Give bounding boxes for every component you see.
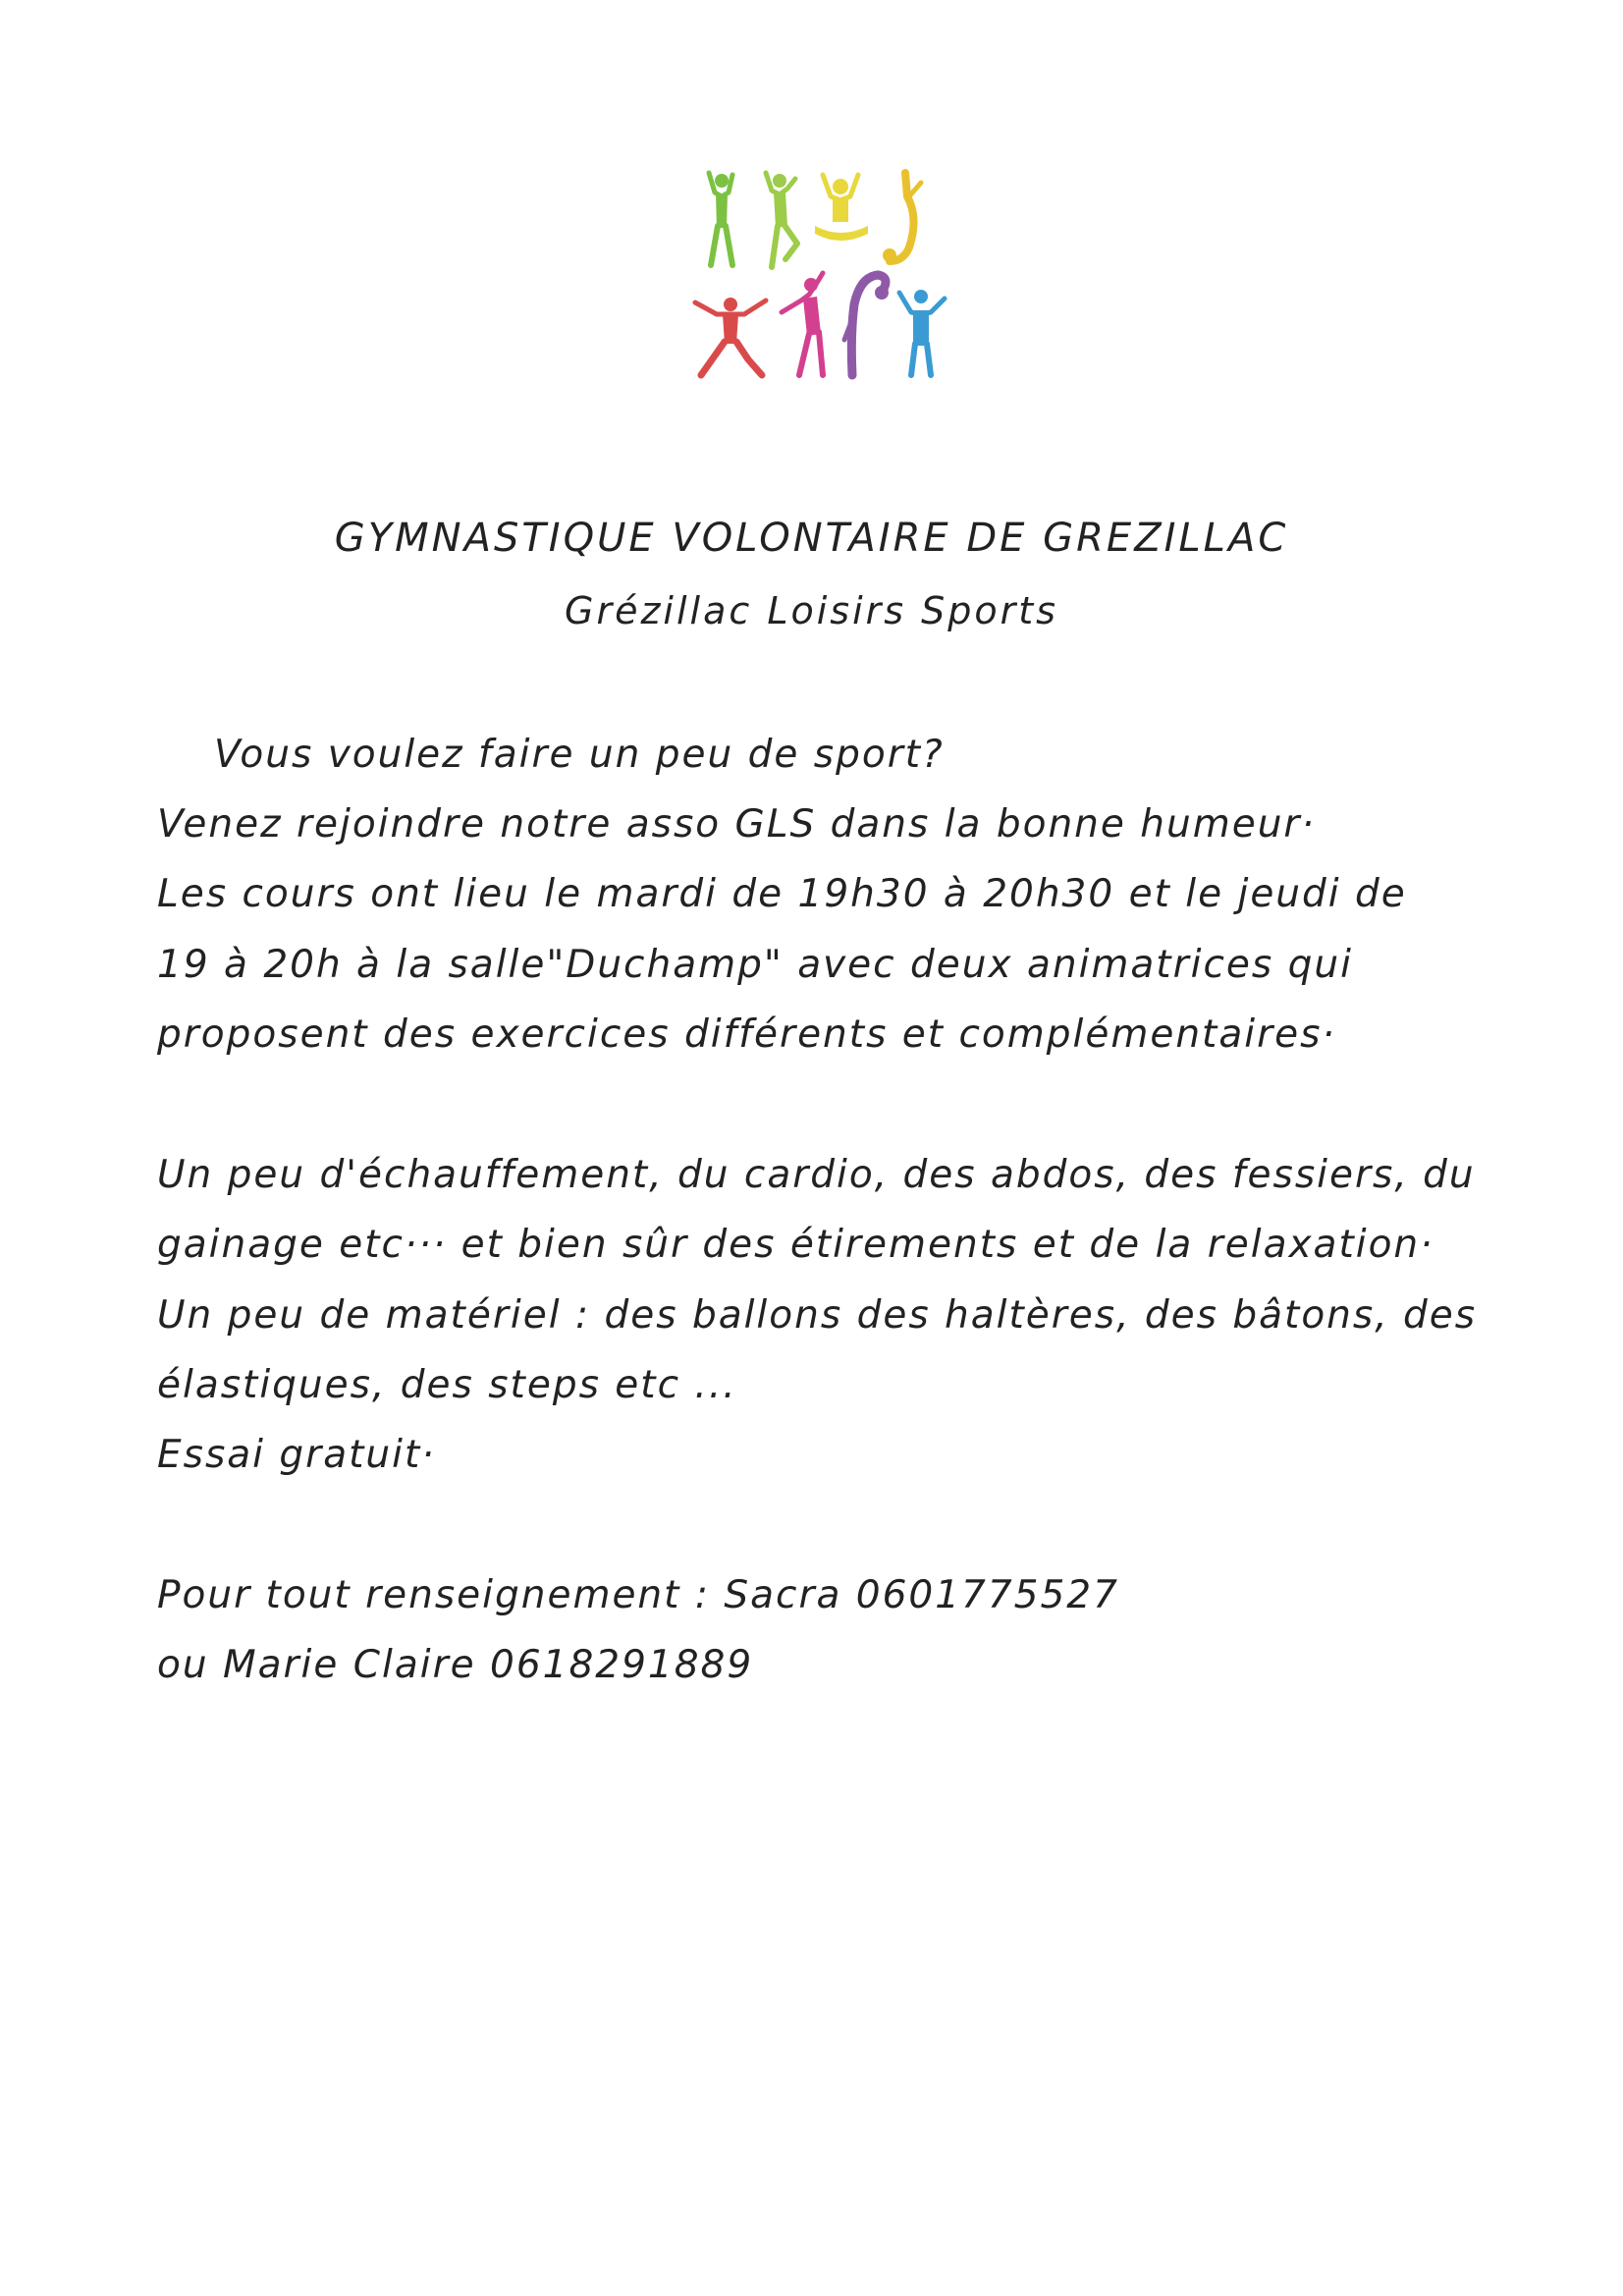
text-line: Un peu d'échauffement, du cardio, des abdos, des fessiers, du bbox=[157, 1153, 1476, 1197]
text-line: gainage etc··· et bien sûr des étirements et de la relaxation· bbox=[157, 1223, 1434, 1267]
contact-line: ou Marie Claire 0618291889 bbox=[157, 1643, 754, 1687]
page-subtitle: Grézillac Loisirs Sports bbox=[565, 589, 1058, 632]
yellow-figure-stretch-icon bbox=[815, 175, 868, 241]
blue-figure-standing-icon bbox=[899, 290, 945, 375]
green-figure-arms-up-icon bbox=[709, 173, 732, 265]
text-line: 19 à 20h à la salle"Duchamp" avec deux animatrices qui bbox=[157, 943, 1353, 987]
gymnastics-logo-icon bbox=[687, 167, 952, 383]
lightgreen-figure-dancing-icon bbox=[766, 173, 797, 267]
pink-figure-reach-icon bbox=[782, 273, 823, 375]
text-line: Essai gratuit· bbox=[157, 1433, 436, 1477]
text-line: proposent des exercices différents et complémentaires· bbox=[157, 1012, 1336, 1057]
text-line: Les cours ont lieu le mardi de 19h30 à 20h30 et le jeudi de bbox=[157, 872, 1407, 916]
page-title: GYMNASTIQUE VOLONTAIRE DE GREZILLAC bbox=[334, 516, 1289, 561]
red-figure-lunge-icon bbox=[695, 298, 766, 375]
purple-figure-bend-icon bbox=[844, 275, 889, 375]
text-line: Un peu de matériel : des ballons des haltères, des bâtons, des bbox=[157, 1293, 1478, 1338]
gold-figure-arch-icon bbox=[883, 173, 921, 262]
text-line: élastiques, des steps etc ... bbox=[157, 1363, 737, 1407]
text-line: Venez rejoindre notre asso GLS dans la bonne humeur· bbox=[157, 802, 1316, 847]
text-line: Vous voulez faire un peu de sport? bbox=[214, 733, 945, 777]
contact-line: Pour tout renseignement : Sacra 0601775527 bbox=[157, 1573, 1119, 1617]
